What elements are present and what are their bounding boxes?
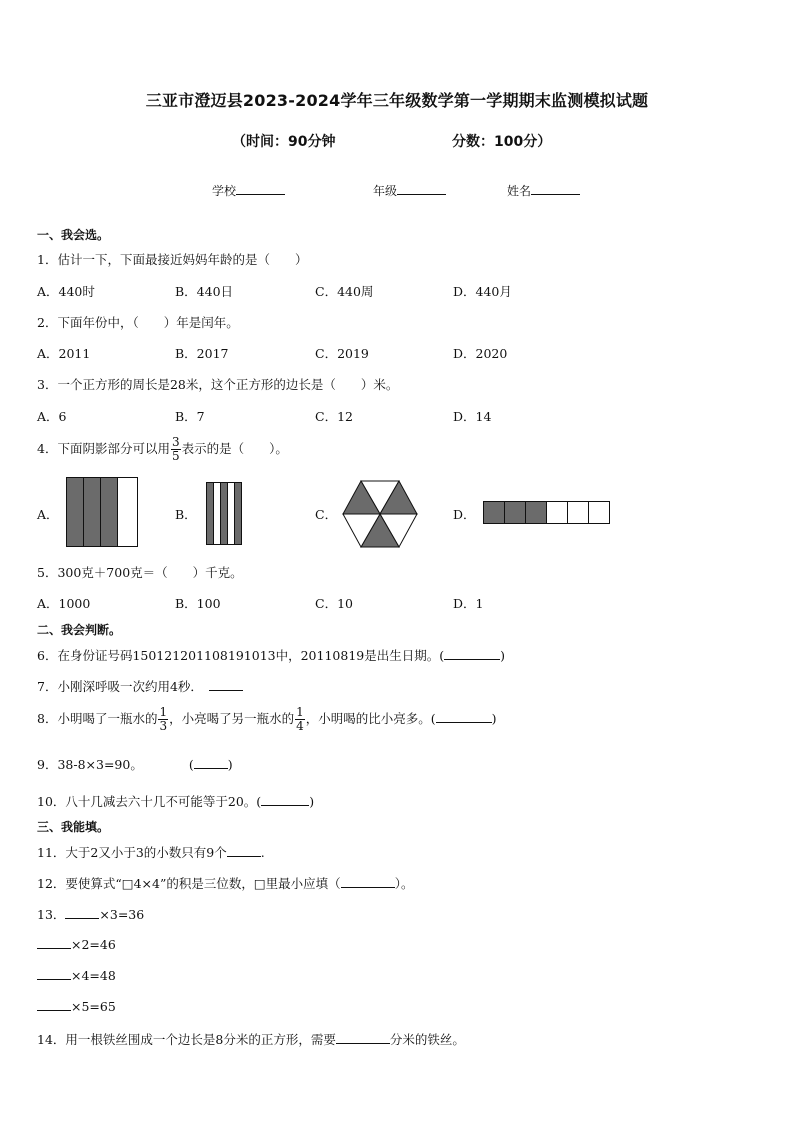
question-13-line-4	[37, 998, 116, 1014]
section-heading-3: 三、我能填。	[37, 820, 110, 834]
q8-text-post: ，小明喝的比小亮多。(	[305, 711, 436, 726]
name-label: 姓名	[507, 184, 532, 198]
section-heading-1: 一、我会选。	[37, 228, 110, 242]
question-8	[37, 706, 497, 733]
q8-denominator-2: 4	[296, 719, 304, 733]
q12-end: ）。	[394, 876, 414, 891]
q4-numerator: 3	[171, 435, 180, 449]
grade-label: 年级	[373, 184, 398, 198]
q3-option-c[interactable]: C．12	[315, 409, 353, 424]
q6-answer-blank[interactable]	[444, 647, 500, 660]
q11-text: 11．大于2又小于3的小数只有9个	[37, 845, 227, 860]
question-4	[37, 436, 288, 463]
q13-expr-1: ×3=36	[99, 907, 145, 922]
q8-answer-blank[interactable]	[436, 710, 492, 723]
question-13-line-3	[37, 967, 116, 983]
q3-option-a[interactable]: A．6	[37, 409, 67, 424]
question-2: 2．下面年份中，（ ）年是闰年。	[37, 315, 239, 330]
q11-end: .	[260, 845, 265, 860]
q6-close: )	[500, 648, 505, 663]
q10-close: )	[309, 794, 315, 809]
q10-text: 10．八十几减去六十几不可能等于20。(	[37, 794, 262, 809]
q4-text-pre: 4．下面阴影部分可以用	[37, 441, 170, 456]
q1-option-a[interactable]: A．440时	[37, 284, 95, 299]
name-field	[507, 182, 580, 199]
q14-answer-blank[interactable]	[336, 1031, 390, 1044]
q7-text: 7．小刚深呼吸一次约用4秒．	[37, 679, 203, 694]
question-1: 1．估计一下，下面最接近妈妈年龄的是（ ）	[37, 252, 308, 267]
question-5: 5．300克＋700克＝（ ）千克。	[37, 565, 243, 580]
q3-option-b[interactable]: B．7	[175, 409, 205, 424]
question-11	[37, 843, 265, 861]
grade-blank[interactable]	[397, 182, 446, 195]
school-blank[interactable]	[236, 182, 285, 195]
q5-option-a[interactable]: A．1000	[37, 596, 91, 611]
q4-figure-a[interactable]	[66, 477, 138, 547]
q13-expr-4: ×5=65	[71, 999, 116, 1014]
q4-option-d[interactable]: D．	[453, 507, 476, 522]
q12-answer-blank[interactable]	[341, 875, 395, 888]
q13-number: 13．	[37, 907, 66, 922]
name-blank[interactable]	[531, 182, 580, 195]
q13-expr-3: ×4=48	[71, 968, 116, 983]
q8-fraction-2	[295, 706, 305, 733]
q8-fraction-1	[158, 706, 168, 733]
question-7	[37, 677, 243, 695]
q9-close: )	[227, 757, 233, 772]
page-title: 三亚市澄迈县2023-2024学年三年级数学第一学期期末监测模拟试题	[145, 91, 649, 110]
q4-fraction	[171, 436, 181, 463]
q4-text-post: 表示的是（ ）。	[181, 441, 288, 456]
q8-text-mid: ，小亮喝了另一瓶水的	[169, 711, 295, 726]
q14-text-pre: 14．用一根铁丝围成一个边长是8分米的正方形，需要	[37, 1032, 336, 1047]
q2-option-a[interactable]: A．2011	[37, 346, 91, 361]
q13-expr-2: ×2=46	[71, 937, 116, 952]
q4-figure-b[interactable]	[206, 482, 243, 545]
q8-numerator-2: 1	[296, 705, 304, 719]
q13-blank-2[interactable]	[37, 936, 71, 949]
q1-option-d[interactable]: D．440月	[453, 284, 512, 299]
q5-option-d[interactable]: D．1	[453, 596, 484, 611]
q9-text: 9．38-8×3=90。	[37, 757, 143, 772]
q13-blank-1[interactable]	[65, 906, 99, 919]
q1-option-c[interactable]: C．440周	[315, 284, 374, 299]
q5-option-c[interactable]: C．10	[315, 596, 353, 611]
question-12	[37, 874, 413, 892]
q8-text-pre: 8．小明喝了一瓶水的	[37, 711, 158, 726]
q5-option-b[interactable]: B．100	[175, 596, 221, 611]
q2-option-c[interactable]: C．2019	[315, 346, 369, 361]
q8-close: )	[491, 711, 497, 726]
q9-open: (	[188, 757, 194, 772]
q14-text-post: 分米的铁丝。	[389, 1032, 465, 1047]
q4-option-c[interactable]: C．	[315, 507, 338, 522]
exam-score: 分数：100分）	[452, 134, 552, 150]
q13-blank-3[interactable]	[37, 967, 71, 980]
question-13-line-1	[37, 905, 144, 923]
grade-field	[373, 182, 446, 199]
school-field	[212, 182, 285, 199]
exam-time: （时间：90分钟	[232, 134, 336, 150]
q1-option-b[interactable]: B．440日	[175, 284, 234, 299]
q11-answer-blank[interactable]	[227, 844, 261, 857]
q4-denominator: 5	[171, 449, 180, 463]
q2-option-b[interactable]: B．2017	[175, 346, 229, 361]
q4-option-b[interactable]: B．	[175, 507, 197, 522]
q10-answer-blank[interactable]	[261, 793, 309, 806]
section-heading-2: 二、我会判断。	[37, 623, 122, 637]
q7-answer-blank[interactable]	[209, 678, 243, 691]
question-14	[37, 1030, 465, 1048]
q6-text: 6．在身份证号码150121201108191013中，20110819是出生日期。(	[37, 648, 445, 663]
q4-option-a[interactable]: A．	[37, 507, 59, 522]
question-10	[37, 792, 314, 810]
q8-denominator-1: 3	[159, 719, 168, 733]
q8-numerator-1: 1	[159, 705, 168, 719]
q12-text: 12．要使算式“□4×4”的积是三位数，□里最小应填（	[37, 876, 341, 891]
question-13-line-2	[37, 936, 116, 952]
question-6	[37, 646, 505, 664]
question-9	[37, 755, 233, 773]
q3-option-d[interactable]: D．14	[453, 409, 492, 424]
question-3: 3．一个正方形的周长是28米，这个正方形的边长是（ ）米。	[37, 377, 399, 392]
q13-blank-4[interactable]	[37, 998, 71, 1011]
q9-answer-blank[interactable]	[194, 756, 228, 769]
q4-figure-d[interactable]	[483, 501, 611, 524]
q2-option-d[interactable]: D．2020	[453, 346, 508, 361]
school-label: 学校	[212, 184, 237, 198]
q4-figure-c[interactable]	[342, 479, 418, 549]
